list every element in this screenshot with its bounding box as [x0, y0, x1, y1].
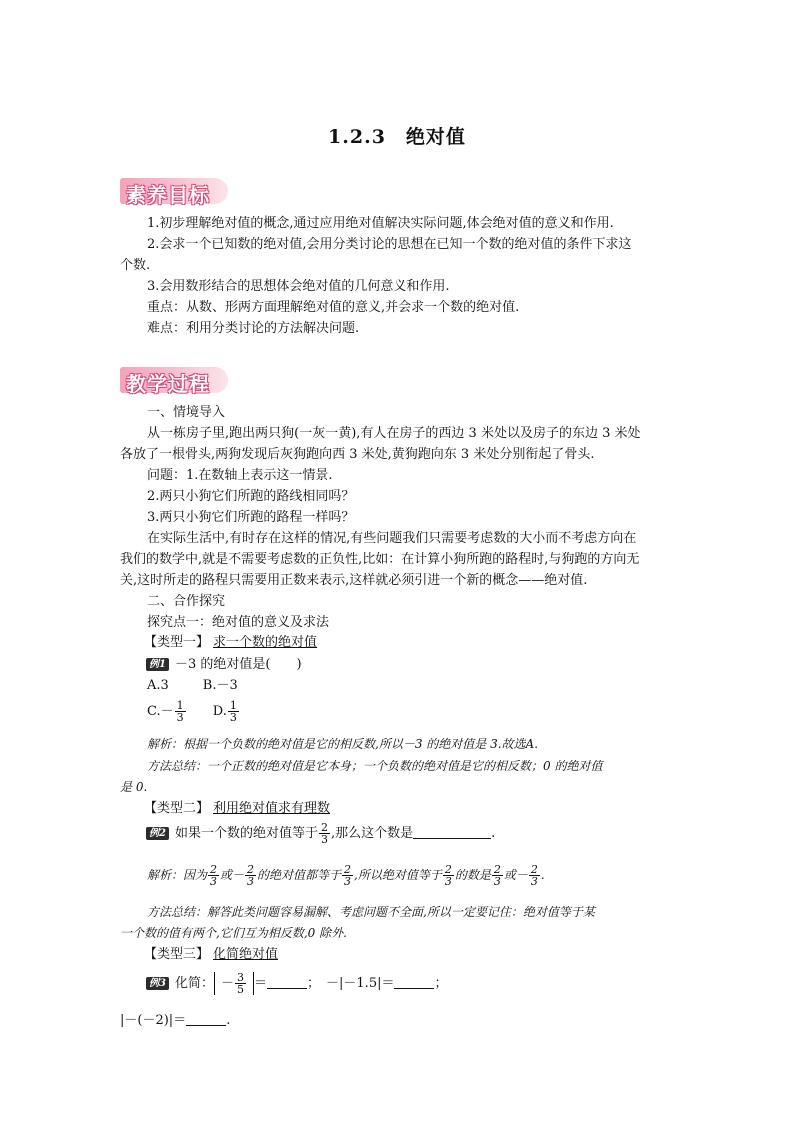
option-b: B.－3 [202, 678, 238, 693]
question-3: 3.两只小狗它们所跑的路程一样吗？ [147, 510, 355, 525]
answer-blank[interactable] [186, 1025, 226, 1026]
goal-line-1: 1.初步理解绝对值的概念,通过应用绝对值解决实际问题,体会绝对值的意义和作用. [147, 216, 614, 231]
section-heading-explore: 二、合作探究 [147, 594, 226, 609]
example-2-stem: 例2 如果一个数的绝对值等于 $\frac{2}{3}$ ,那么这个数是 . [120, 822, 706, 845]
goal-line-3: 个数. [120, 258, 151, 273]
difficult-point: 难点：利用分类讨论的方法解决问题. [147, 321, 360, 336]
type-3-heading [120, 944, 704, 965]
explore-point-1: 探究点一：绝对值的意义及求法 [147, 615, 330, 630]
example-3-stem: 例3 化简： － $\frac{3}{5}$ ＝ ； －|－1.5|＝ ； [120, 972, 706, 995]
key-point: 重点：从数、形两方面理解绝对值的意义,并会求一个数的绝对值. [147, 300, 520, 315]
section-banner-process [120, 367, 228, 396]
option-a: A.3 [147, 678, 169, 693]
goal-line-2: 2.会求一个已知数的绝对值,会用分类讨论的思想在已知一个数的绝对值的条件下求这 [147, 237, 632, 252]
banner-label: 教学过程 [126, 372, 210, 396]
option-d: D. $\frac{1}{3}$ [212, 699, 237, 724]
question-1: 问题：1.在数轴上表示这一情景. [147, 468, 333, 483]
type-tag: 【类型一】 [144, 635, 210, 650]
example-1-stem [120, 654, 706, 675]
type-1-heading [120, 632, 704, 653]
type-name: 化简绝对值 [213, 947, 279, 962]
option-c: C.－ $\frac{1}{3}$ [147, 699, 184, 724]
example-stem: －3 的绝对值是( ) [174, 657, 302, 672]
type-name: 利用绝对值求有理数 [213, 801, 331, 816]
answer-blank[interactable] [394, 988, 434, 989]
example-1-summary-cont: 是 0. [120, 780, 148, 794]
type-tag: 【类型二】 [144, 801, 210, 816]
answer-blank[interactable] [267, 988, 307, 989]
example-1-analysis: 解析：根据一个负数的绝对值是它的相反数,所以－3 的绝对值是 3.故选A. [147, 737, 539, 751]
banner-label: 素养目标 [126, 183, 210, 207]
question-2: 2.两只小狗它们所跑的路线相同吗？ [147, 489, 355, 504]
goal-line-4: 3.会用数形结合的思想体会绝对值的几何意义和作用. [147, 279, 450, 294]
intro-paragraph-line: 各放了一根骨头,两狗发现后灰狗跑向西 3 米处,黄狗跑向东 3 米处分别衔起了骨头. [120, 447, 595, 462]
type-name: 求一个数的绝对值 [213, 635, 318, 650]
context-paragraph-line: 我们的数学中,就是不需要考虑数的正负性,比如：在计算小狗所跑的路程时,与狗跑的方向无 [120, 552, 640, 567]
example-3-expression: |－(－2)|＝ . [120, 1013, 231, 1028]
example-2-summary: 方法总结：解答此类问题容易漏解、考虑问题不全面,所以一定要记住：绝对值等于某 [147, 905, 595, 919]
context-paragraph-line: 在实际生活中,有时存在这样的情况,有些问题我们只需要考虑数的大小而不考虑方向在 [147, 531, 637, 546]
intro-paragraph-line: 从一栋房子里,跑出两只狗(一灰一黄),有人在房子的西边 3 米处以及房子的东边 3 米处 [147, 426, 641, 441]
page-title: 1.2.3 绝对值 [328, 126, 466, 148]
type-tag: 【类型三】 [144, 947, 210, 962]
example-1-summary: 方法总结：一个正数的绝对值是它本身；一个负数的绝对值是它的相反数；0 的绝对值 [147, 759, 603, 773]
example-badge: 例2 [146, 827, 169, 840]
example-2-analysis: 解析：因为 $\frac{2}{3}$ 或－ $\frac{2}{3}$ 的绝对值都等于 $\frac{2}{3}$ ,所以绝对值等于 $\frac{2}{3}$ 的数是 $\frac{2}{3}$ 或－ $\frac{2}{3}$ . [147, 863, 545, 888]
section-banner-goals [120, 178, 228, 207]
absolute-value-expression: － $\frac{3}{5}$ [214, 972, 254, 995]
section-heading-intro: 一、情境导入 [147, 405, 226, 420]
example-badge: 例3 [146, 977, 169, 990]
type-2-heading [120, 798, 704, 819]
context-paragraph-line: 关,这时所走的路程只需要用正数来表示,这样就必须引进一个新的概念——绝对值. [120, 573, 588, 588]
example-2-summary-cont: 一个数的值有两个,它们互为相反数,0 除外. [120, 926, 347, 940]
answer-blank[interactable] [413, 838, 491, 839]
example-badge: 例1 [146, 658, 169, 671]
example-1-options-ab [120, 675, 707, 696]
example-1-options-cd [120, 700, 707, 723]
